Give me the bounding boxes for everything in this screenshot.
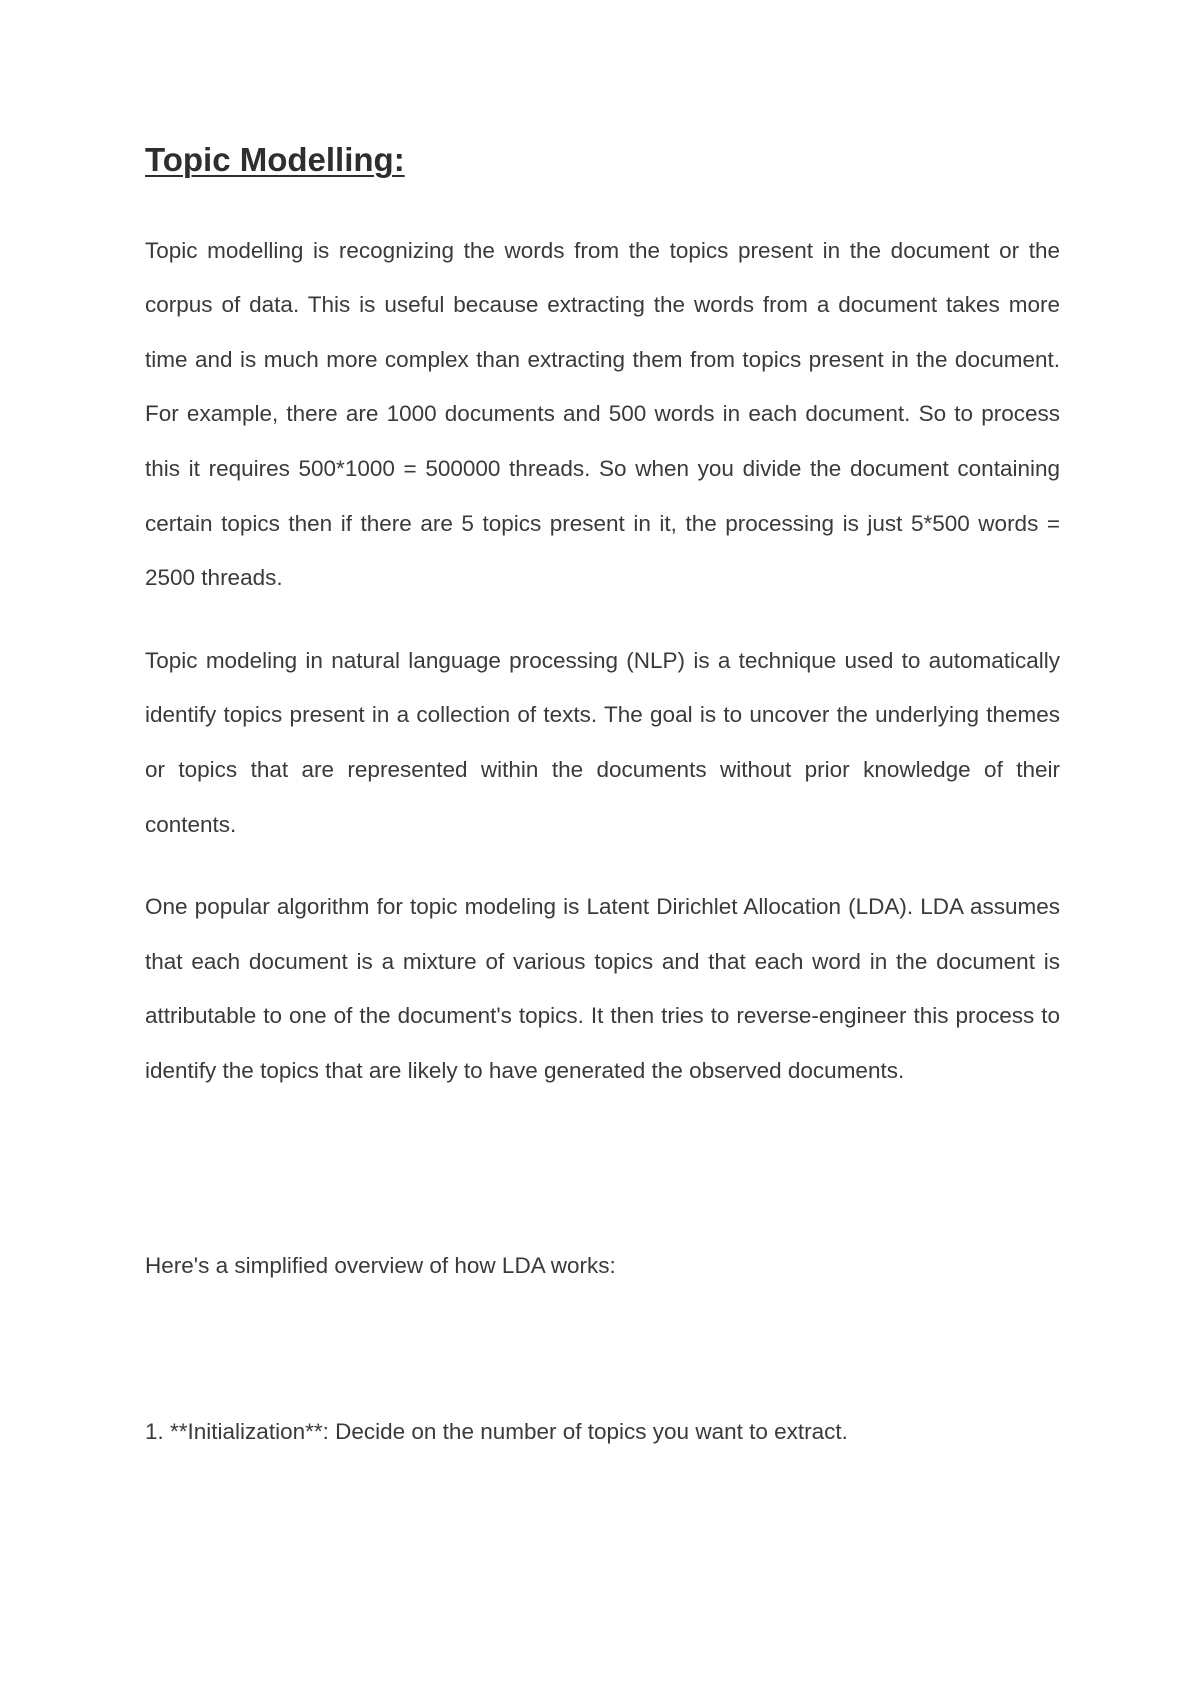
paragraph-topic-modelling-intro: Topic modelling is recognizing the words from the topics present in the document or the corpus of data. This is useful because extracting the words from a document takes more time and is much more complex than extracting them from topics present in the document. For example, there are 1000 documents and 500 words in each document. So to process this it requires 500*1000 = 500000 threads. So when you divide the document containing certain topics then if there are 5 topics present in it, the processing is just 5*500 words = 2500 threads.	[145, 237, 1060, 591]
paragraph-nlp-definition: Topic modeling in natural language processing (NLP) is a technique used to automatically identify topics present in a collection of texts. The goal is to uncover the underlying themes or topics that are represented within the documents without prior knowledge of their contents.	[145, 647, 1060, 837]
document-body	[145, 140, 1060, 1460]
list-item-initialization: 1. **Initialization**: Decide on the number of topics you want to extract.	[145, 1419, 848, 1445]
overview-line: Here's a simplified overview of how LDA works:	[145, 1252, 616, 1278]
document-title: Topic Modelling:	[145, 141, 405, 178]
paragraph-lda-description: One popular algorithm for topic modeling is Latent Dirichlet Allocation (LDA). LDA assumes that each document is a mixture of various topics and that each word in the document is attributable to one of the document's topics. It then tries to reverse-engineer this process to identify the topics that are likely to have generated the observed documents.	[145, 894, 1060, 1083]
blank-space	[145, 1293, 1060, 1405]
blank-space	[145, 1127, 1060, 1239]
